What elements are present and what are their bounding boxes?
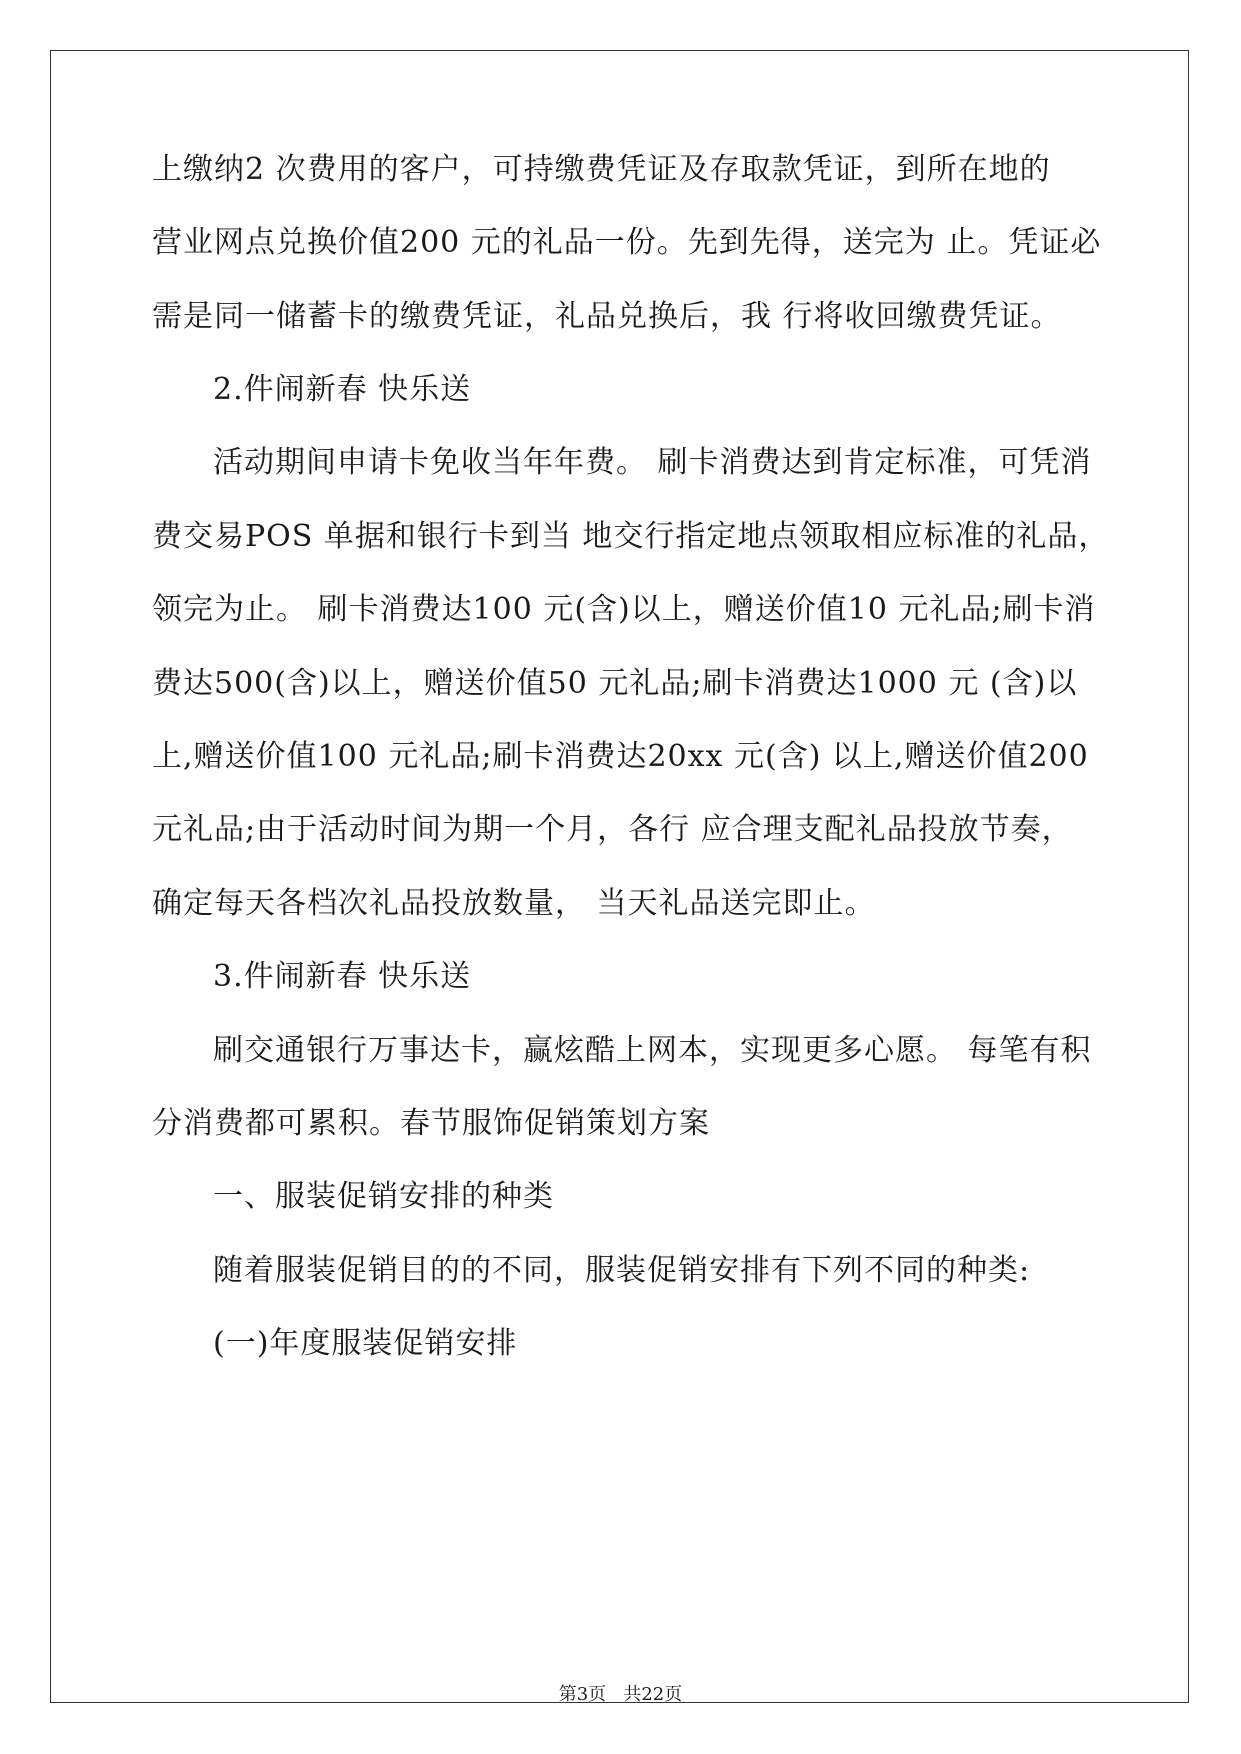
paragraph-first-line: 随着服装促销目的的不同，服装促销安排有下列不同的种类:	[213, 1253, 1031, 1288]
body-line: 元礼品;由于活动时间为期一个月，各行 应合理支配礼品投放节奏，	[152, 812, 1073, 847]
body-line: 分消费都可累积。春节服饰促销策划方案	[152, 1106, 710, 1141]
body-line: 费达500(含)以上，赠送价值50 元礼品;刷卡消费达1000 元 (含)以	[152, 666, 1078, 701]
paragraph-first-line: 活动期间申请卡免收当年年费。 刷卡消费达到肯定标准，可凭消	[213, 445, 1092, 480]
body-line: 上,赠送价值100 元礼品;刷卡消费达20xx 元(含) 以上,赠送价值200	[152, 739, 1089, 774]
paragraph-first-line: 刷交通银行万事达卡，赢炫酷上网本，实现更多心愿。 每笔有积	[213, 1033, 1092, 1068]
section-heading: 一、服装促销安排的种类	[213, 1179, 554, 1214]
subsection-heading: (一)年度服装促销安排	[213, 1326, 518, 1361]
body-line: 上缴纳2 次费用的客户，可持缴费凭证及存取款凭证，到所在地的	[152, 152, 1051, 187]
body-line: 费交易POS 单据和银行卡到当 地交行指定地点领取相应标准的礼品，	[152, 519, 1110, 554]
section-heading: 2.件闹新春 快乐送	[213, 372, 472, 407]
body-line: 需是同一储蓄卡的缴费凭证，礼品兑换后，我 行将收回缴费凭证。	[152, 299, 1062, 334]
page-number-footer: 第3页 共22页	[558, 1684, 683, 1705]
body-line: 领完为止。 刷卡消费达100 元(含)以上，赠送价值10 元礼品;刷卡消	[152, 592, 1096, 627]
body-line: 确定每天各档次礼品投放数量， 当天礼品送完即止。	[152, 886, 876, 921]
body-line: 营业网点兑换价值200 元的礼品一份。先到先得，送完为 止。凭证必	[152, 225, 1102, 260]
section-heading: 3.件闹新春 快乐送	[213, 959, 472, 994]
